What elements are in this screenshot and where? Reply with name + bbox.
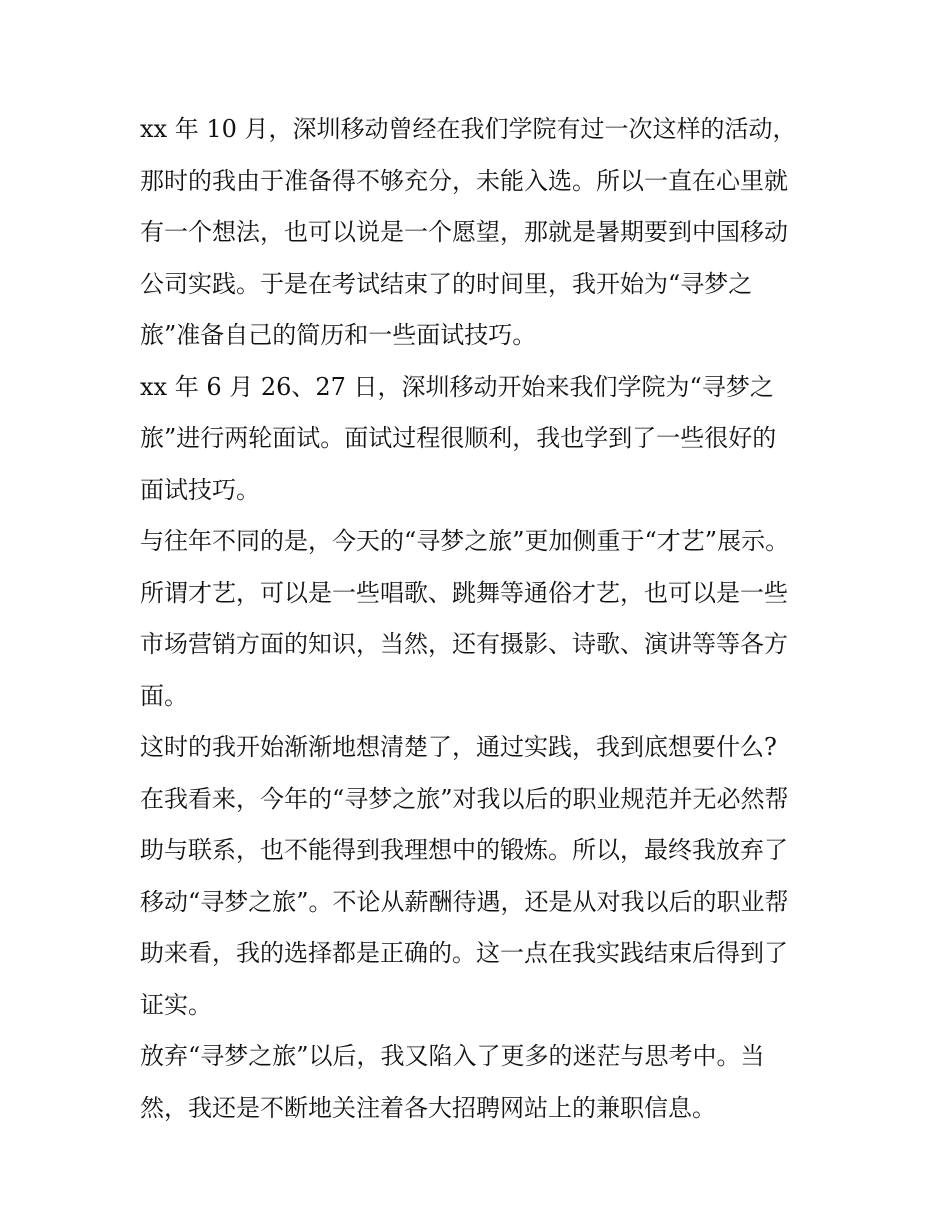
text-line: 然，我还是不断地关注着各大招聘网站上的兼职信息。 bbox=[140, 1093, 716, 1122]
paragraph-1 bbox=[140, 104, 816, 362]
text-line: 市场营销方面的知识，当然，还有摄影、诗歌、演讲等等各方 bbox=[140, 630, 788, 658]
text-line: xx 年 6 月 26、27 日，深圳移动开始来我们学院为“寻梦之 bbox=[140, 372, 774, 401]
paragraph-4 bbox=[140, 722, 816, 1031]
text-line: 证实。 bbox=[140, 990, 212, 1019]
text-line: 放弃“寻梦之旅”以后，我又陷入了更多的迷茫与思考中。当 bbox=[140, 1042, 765, 1070]
text-line: 助与联系，也不能得到我理想中的锻炼。所以，最终我放弃了 bbox=[140, 836, 788, 864]
text-line: 这时的我开始渐渐地想清楚了，通过实践，我到底想要什么? bbox=[140, 733, 777, 761]
text-line: 面。 bbox=[140, 681, 188, 710]
text-line: 与往年不同的是，今天的“寻梦之旅”更加侧重于“才艺”展示。 bbox=[140, 527, 790, 555]
document-body bbox=[140, 104, 816, 1134]
text-line: 助来看，我的选择都是正确的。这一点在我实践结束后得到了 bbox=[140, 939, 788, 967]
paragraph-2 bbox=[140, 362, 816, 517]
text-line: 面试技巧。 bbox=[140, 475, 260, 504]
text-line: 公司实践。于是在考试结束了的时间里，我开始为“寻梦之 bbox=[140, 269, 753, 298]
text-line: 移动“寻梦之旅”。不论从薪酬待遇，还是从对我以后的职业帮 bbox=[140, 887, 789, 916]
text-line: 在我看来，今年的“寻梦之旅”对我以后的职业规范并无必然帮 bbox=[140, 784, 789, 813]
text-line: 那时的我由于准备得不够充分，未能入选。所以一直在心里就 bbox=[140, 166, 788, 195]
text-line: 旅”准备自己的简历和一些面试技巧。 bbox=[140, 321, 537, 349]
paragraph-5 bbox=[140, 1031, 816, 1134]
text-line: 所谓才艺，可以是一些唱歌、跳舞等通俗才艺，也可以是一些 bbox=[140, 578, 788, 607]
paragraph-3 bbox=[140, 516, 816, 722]
text-line: 有一个想法，也可以说是一个愿望，那就是暑期要到中国移动 bbox=[140, 218, 788, 246]
text-line: xx 年 10 月，深圳移动曾经在我们学院有过一次这样的活动， bbox=[140, 115, 797, 143]
text-line: 旅”进行两轮面试。面试过程很顺利，我也学到了一些很好的 bbox=[140, 424, 777, 452]
